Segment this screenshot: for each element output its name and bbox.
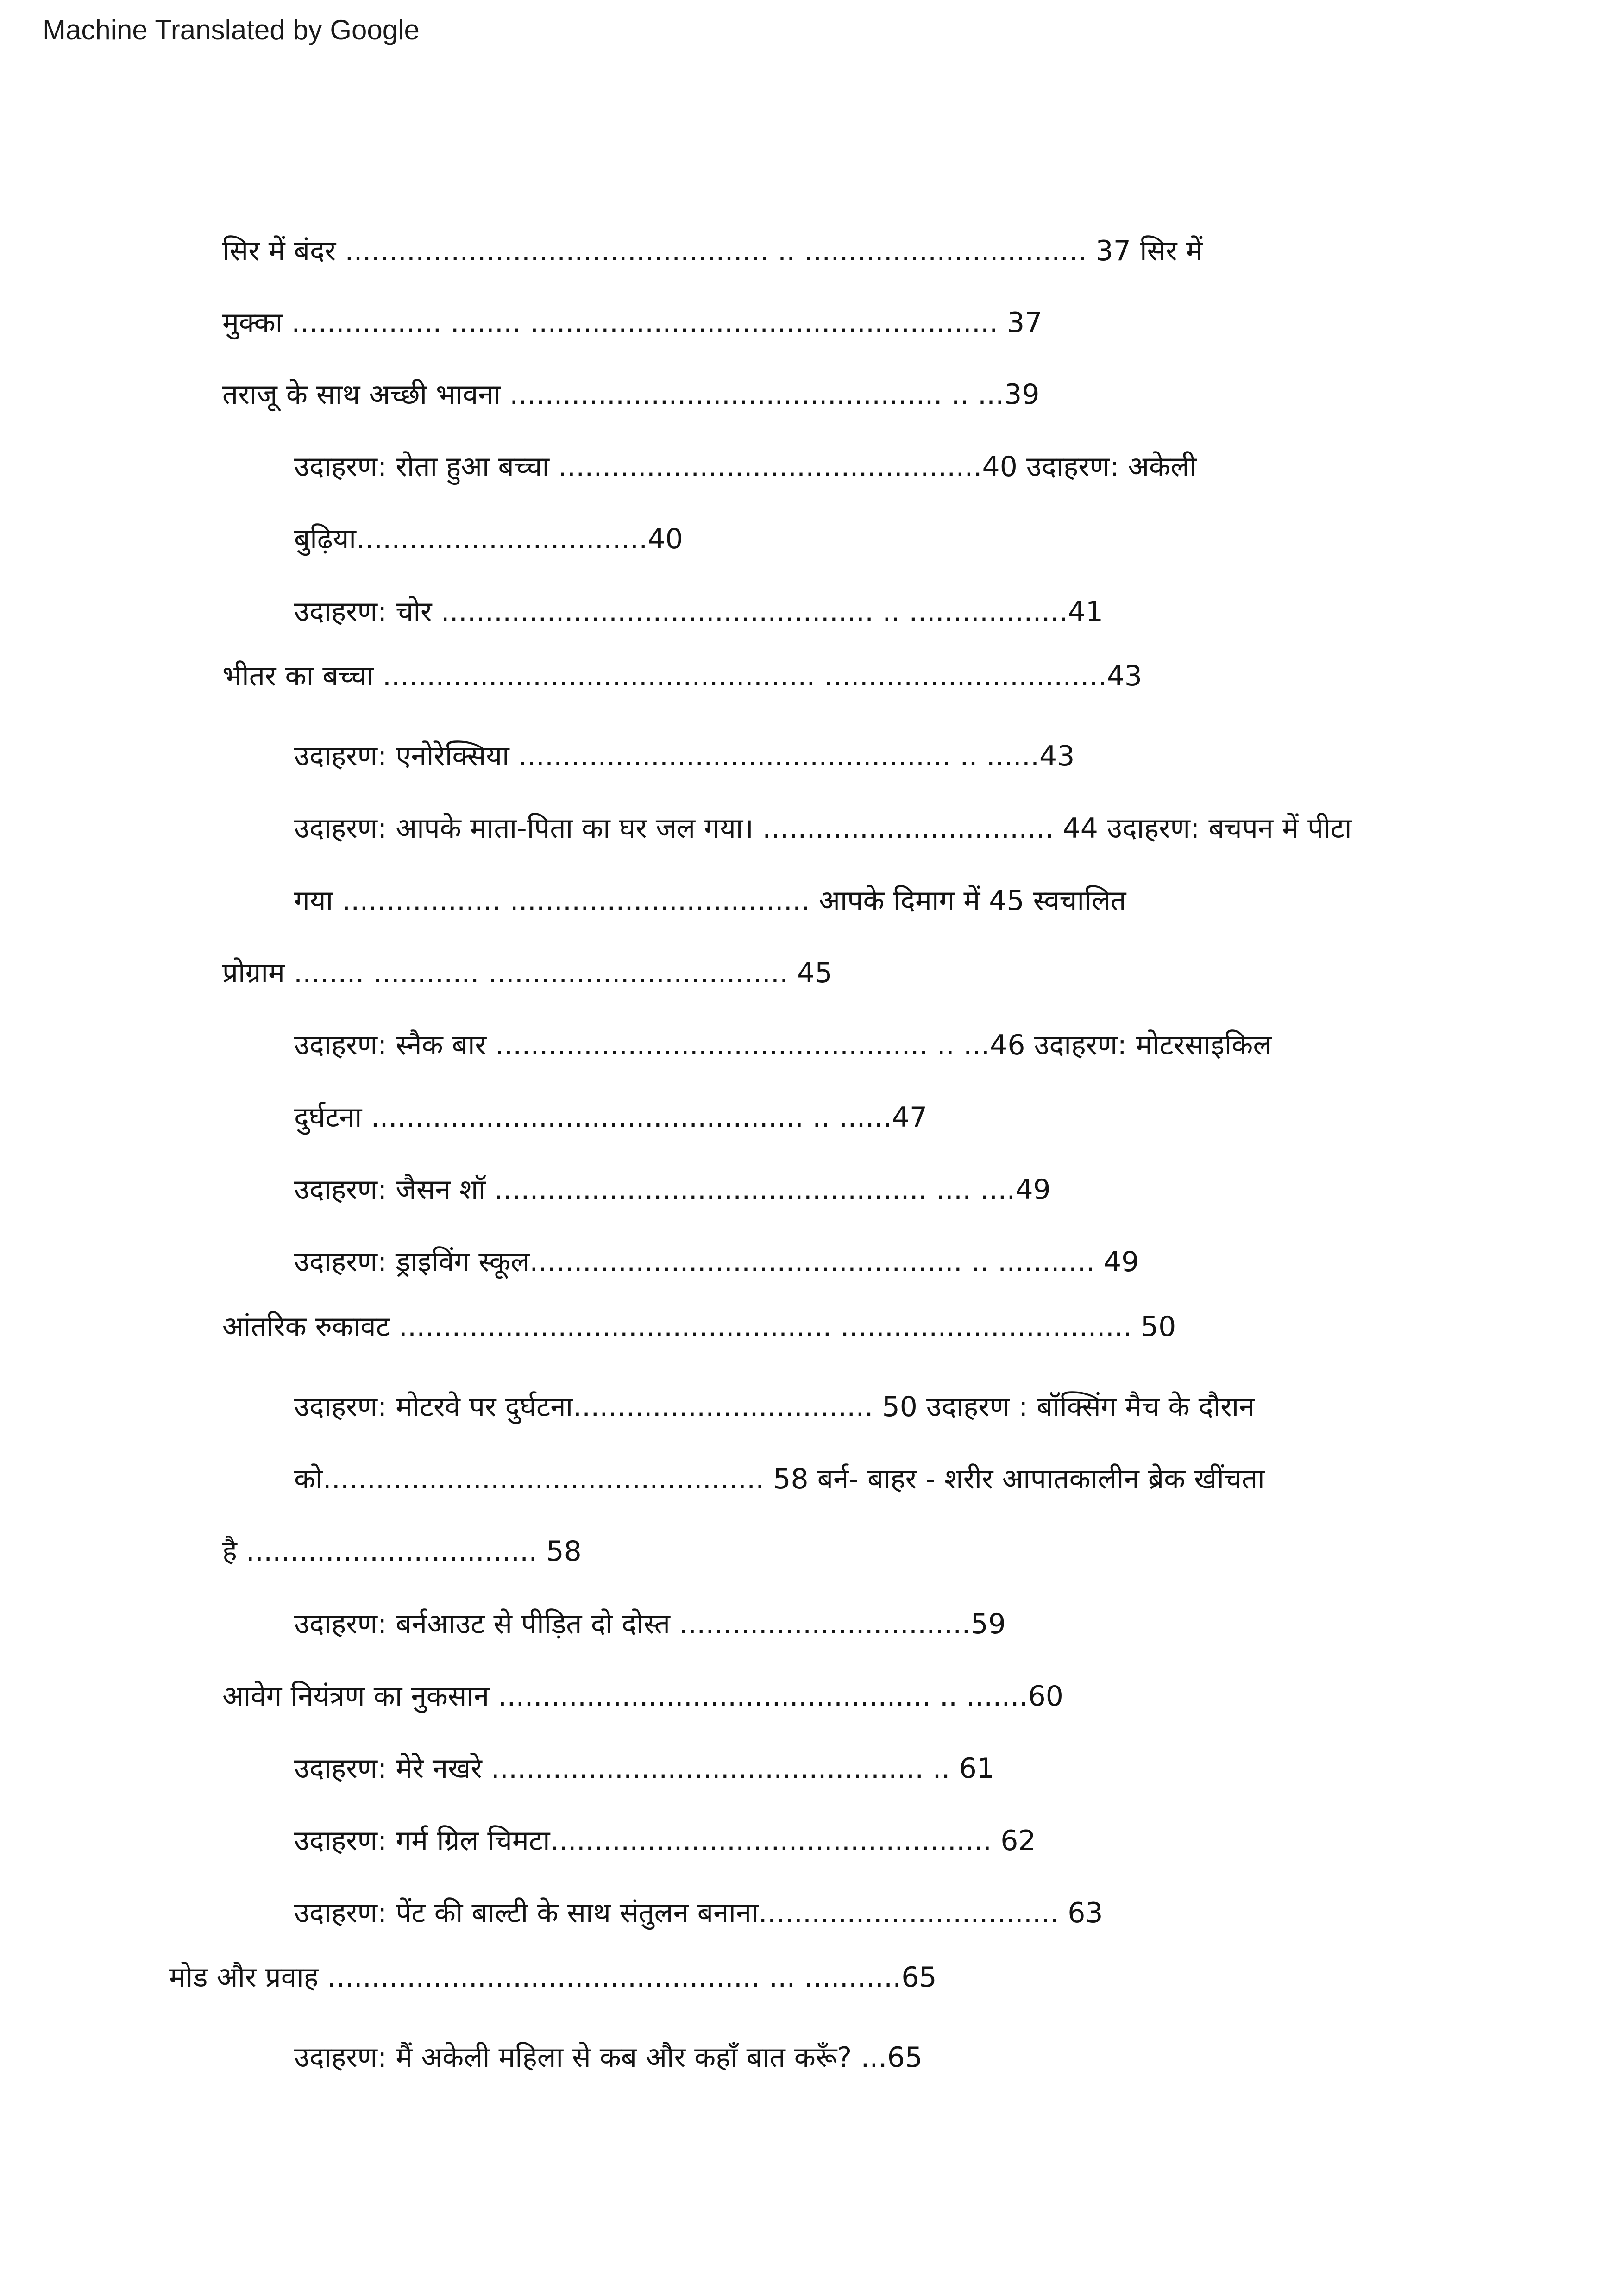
toc-entry: उदाहरण: गर्म ग्रिल चिमटा.................................................. 62 [294, 1825, 1036, 1857]
toc-entry: दुर्घटना ................................................. .. ......47 [294, 1101, 928, 1134]
toc-entry: उदाहरण: ड्राइविंग स्कूल................................................. .. ........... 49 [294, 1246, 1139, 1278]
toc-entry: आवेग नियंत्रण का नुकसान ................................................. .. .......60 [222, 1680, 1063, 1713]
toc-entry: बुढ़िया.................................40 [294, 523, 683, 555]
toc-entry: मुक्का ................. ........ ..................................................... 37 [222, 307, 1043, 339]
toc-entry: उदाहरण: एनोरेक्सिया ................................................. .. ......43 [294, 740, 1075, 772]
toc-entry: प्रोग्राम ........ ............ .................................. 45 [222, 957, 833, 989]
toc-entry: गया .................. .................................. आपके दिमाग में 45 स्वचालित [294, 885, 1126, 917]
toc-entry: उदाहरण: मोटरवे पर दुर्घटना.................................. 50 उदाहरण : बॉक्सिंग मैच के दौरान [294, 1391, 1255, 1423]
toc-entry: भीतर का बच्चा ................................................. ................................43 [222, 660, 1143, 692]
toc-entry: उदाहरण: मेरे नखरे ................................................. .. 61 [294, 1752, 995, 1785]
machine-translation-notice: Machine Translated by Google [43, 14, 420, 45]
toc-entry: को.................................................. 58 बर्न- बाहर - शरीर आपातकालीन ब्रेक खींचता [294, 1463, 1265, 1495]
toc-entry: उदाहरण: मैं अकेली महिला से कब और कहाँ बात करूँ? ...65 [294, 2041, 923, 2074]
toc-entry: उदाहरण: स्नैक बार ................................................. .. ...46 उदाहरण: मोटरसाइकिल [294, 1029, 1272, 1061]
toc-entry: है ................................. 58 [222, 1535, 582, 1568]
toc-entry: उदाहरण: रोता हुआ बच्चा ................................................40 उदाहरण: अकेली [294, 451, 1197, 483]
toc-entry: मोड और प्रवाह ................................................. ... ...........65 [169, 1961, 937, 1994]
toc-entry: उदाहरण: पेंट की बाल्टी के साथ संतुलन बनाना.................................. 63 [294, 1897, 1103, 1929]
toc-entry: उदाहरण: चोर ................................................. .. ..................41 [294, 596, 1104, 628]
toc-entry: सिर में बंदर ................................................ .. ................................ 37 सिर में [222, 235, 1203, 267]
toc-entry: आंतरिक रुकावट ................................................. ................................. 50 [222, 1311, 1176, 1343]
toc-entry: तराजू के साथ अच्छी भावना ................................................. .. ...39 [222, 378, 1040, 411]
toc-entry: उदाहरण: आपके माता-पिता का घर जल गया। ................................. 44 उदाहरण: बचपन में पीटा [294, 812, 1352, 845]
toc-entry: उदाहरण: जैसन शॉ ................................................. .... ....49 [294, 1173, 1051, 1206]
toc-entry: उदाहरण: बर्नआउट से पीड़ित दो दोस्त .................................59 [294, 1608, 1006, 1640]
